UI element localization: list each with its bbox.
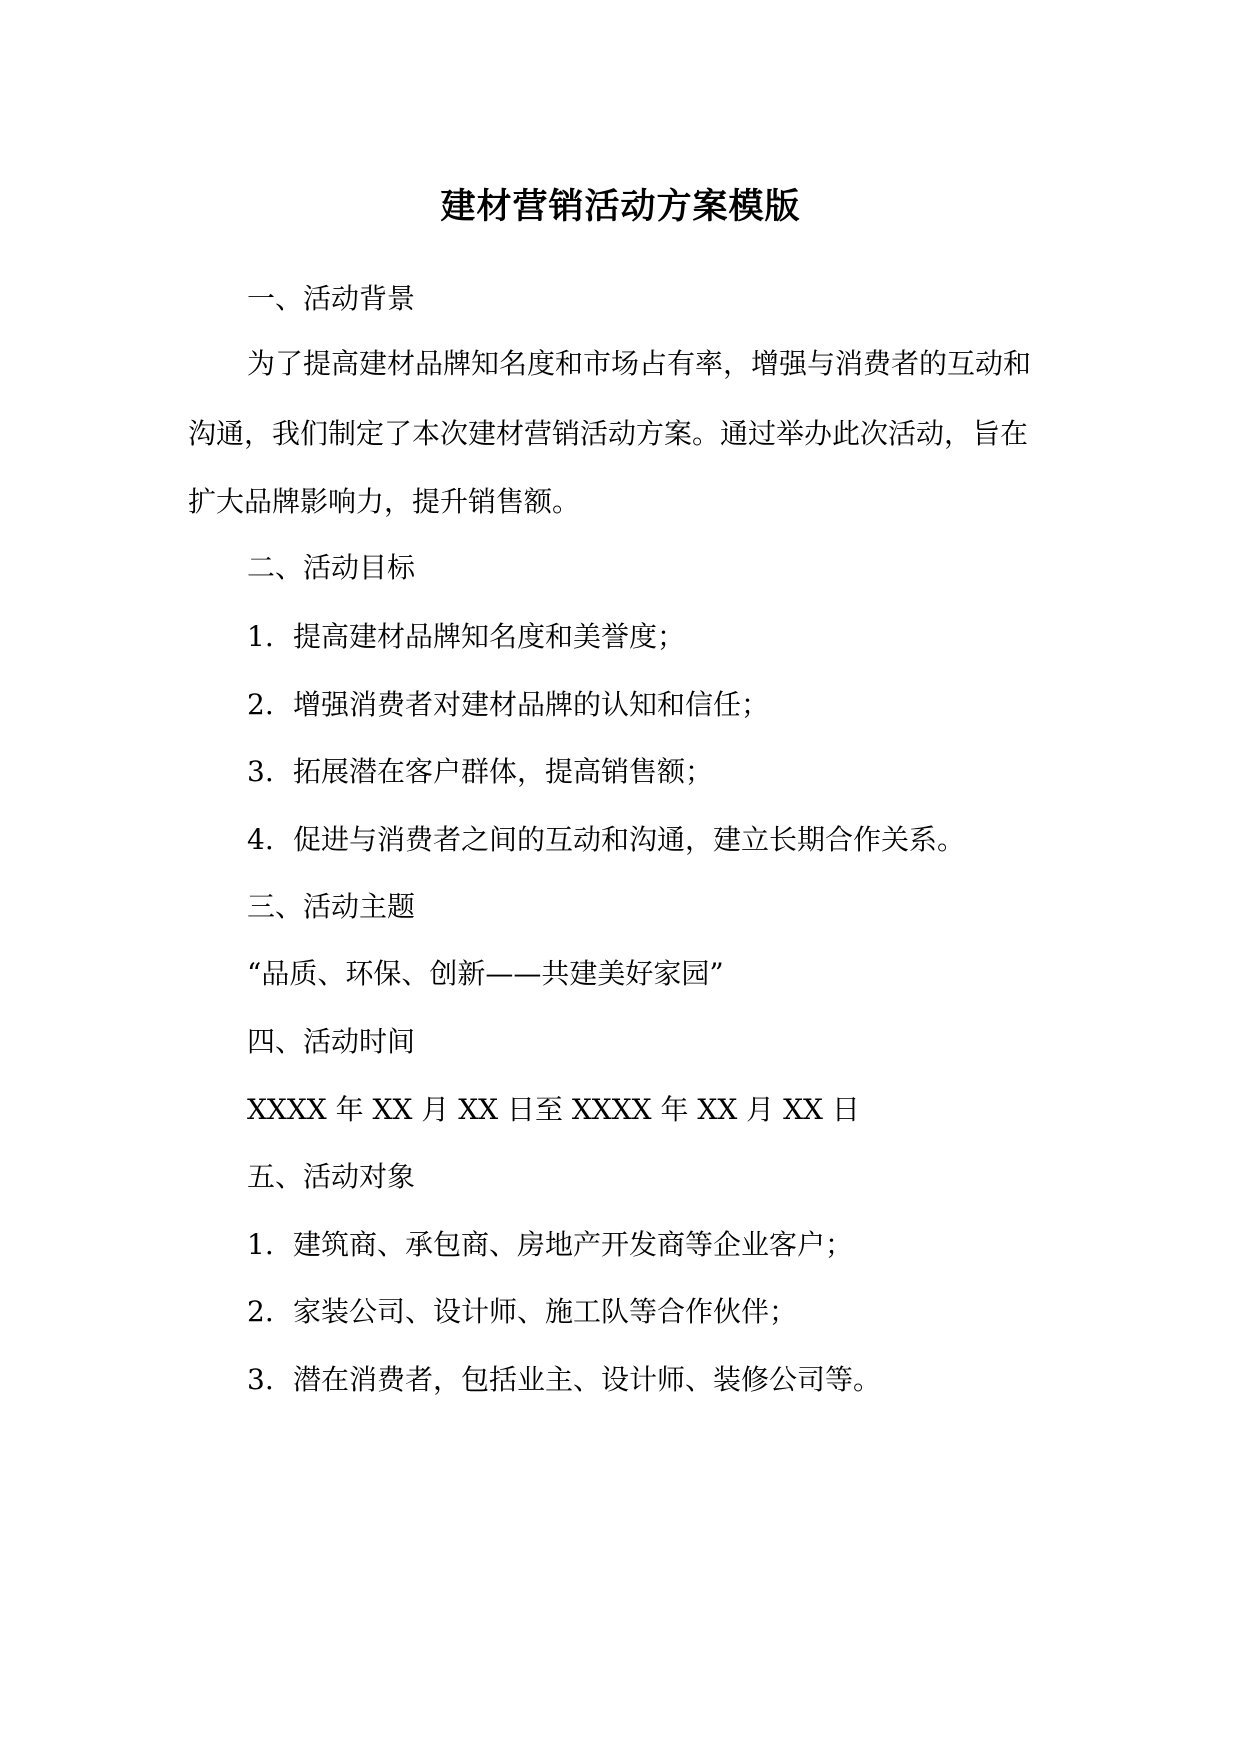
document-title: 建材营销活动方案模版 (440, 186, 801, 227)
background-paragraph-line-1: 为了提高建材品牌知名度和市场占有率，增强与消费者的互动和 (247, 347, 1032, 380)
list-item-text: 建筑商、承包商、房地产开发商等企业客户； (293, 1228, 854, 1261)
list-item-text: 促进与消费者之间的互动和沟通，建立长期合作关系。 (293, 823, 966, 856)
background-paragraph-line-2: 沟通，我们制定了本次建材营销活动方案。通过举办此次活动，旨在 (188, 417, 1029, 450)
audience-list-item (247, 1292, 797, 1332)
theme-text: “品质、环保、创新——共建美好家园” (247, 957, 724, 990)
background-paragraph-line-3: 扩大品牌影响力，提升销售额。 (188, 485, 581, 518)
audience-list-item (247, 1225, 853, 1265)
list-item-text: 家装公司、设计师、施工队等合作伙伴； (293, 1295, 798, 1328)
section-heading-goals: 二、活动目标 (247, 551, 416, 584)
list-item-number: 1. (247, 1228, 274, 1261)
list-item-number: 2. (247, 688, 274, 721)
goal-list-item (247, 752, 713, 792)
audience-list-item (247, 1360, 881, 1400)
time-text: XXXX 年 XX 月 XX 日至 XXXX 年 XX 月 XX 日 (247, 1093, 860, 1126)
section-heading-audience: 五、活动对象 (247, 1160, 416, 1193)
goal-list-item (247, 617, 685, 657)
list-item-number: 2. (247, 1295, 274, 1328)
list-item-text: 增强消费者对建材品牌的认知和信任； (293, 688, 770, 721)
section-heading-time: 四、活动时间 (247, 1025, 416, 1058)
goal-list-item (247, 685, 769, 725)
list-item-text: 潜在消费者，包括业主、设计师、装修公司等。 (293, 1363, 882, 1396)
list-item-text: 拓展潜在客户群体，提高销售额； (293, 755, 714, 788)
section-heading-theme: 三、活动主题 (247, 890, 416, 923)
list-item-number: 3. (247, 1363, 274, 1396)
list-item-number: 1. (247, 620, 274, 653)
goal-list-item (247, 820, 965, 860)
section-heading-background: 一、活动背景 (247, 282, 416, 315)
list-item-number: 4. (247, 823, 274, 856)
list-item-text: 提高建材品牌知名度和美誉度； (293, 620, 686, 653)
list-item-number: 3. (247, 755, 274, 788)
